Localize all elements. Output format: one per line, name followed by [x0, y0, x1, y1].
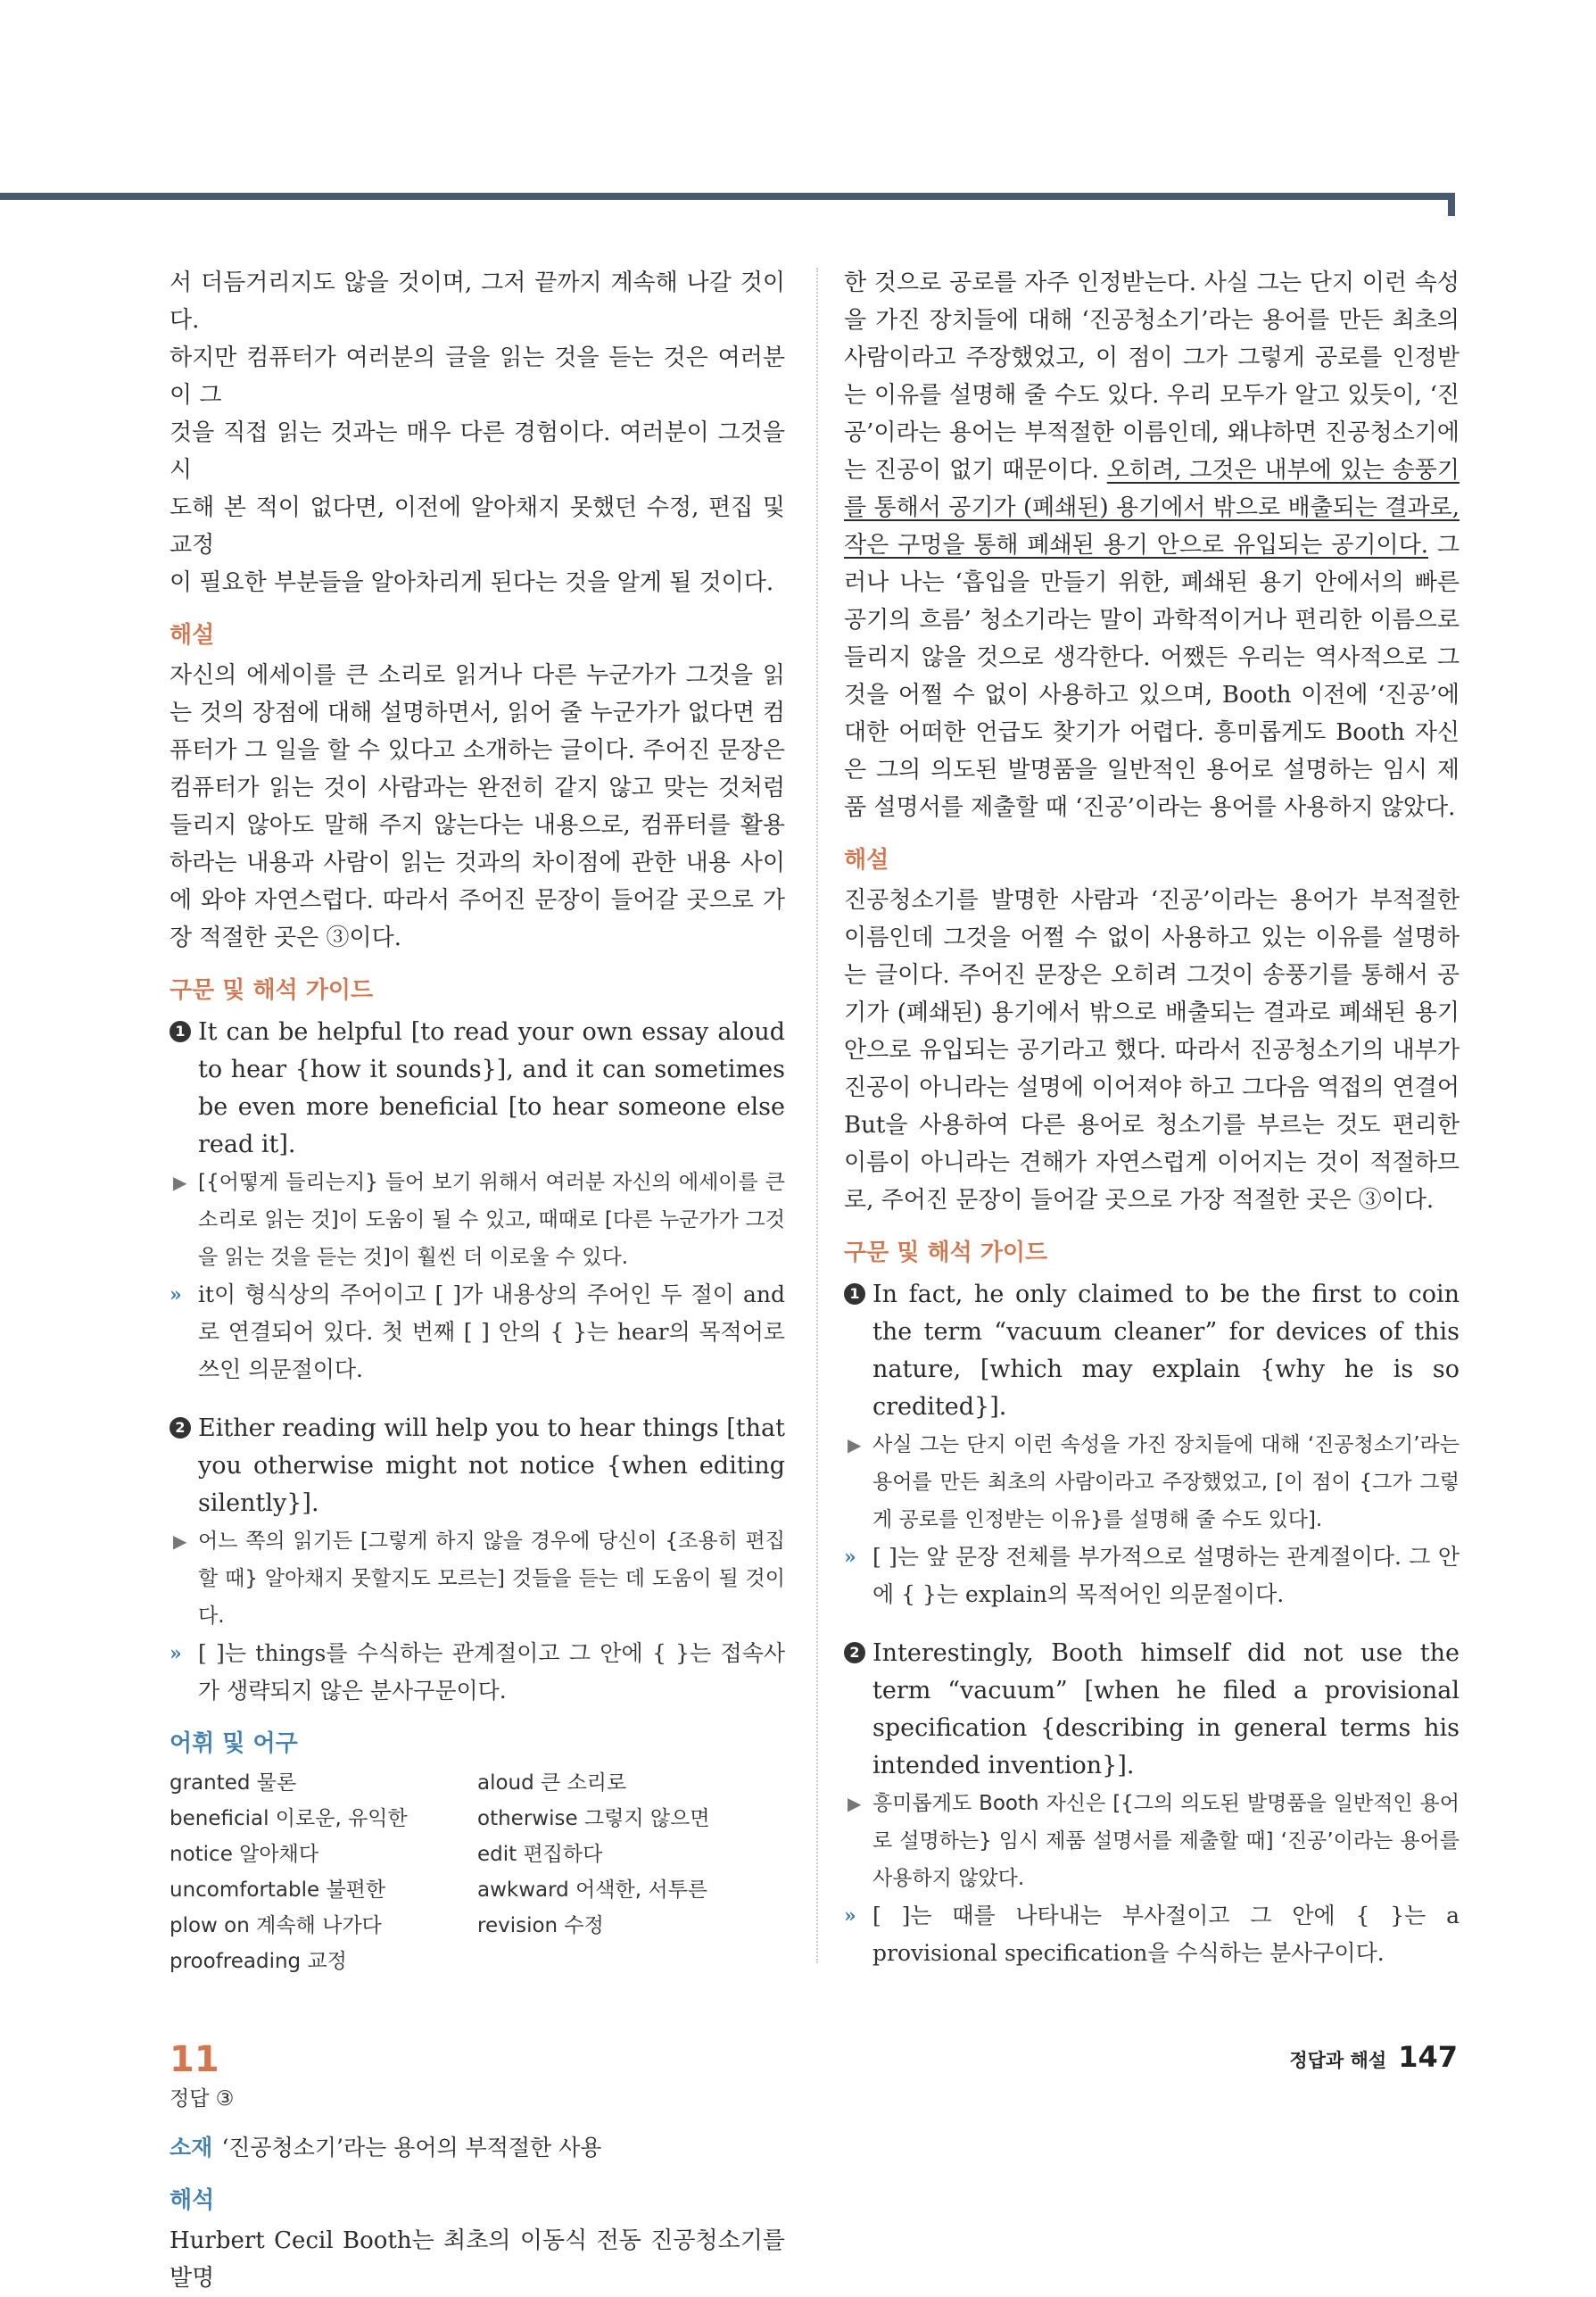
grammar-note — [844, 1897, 1460, 1972]
grammar-note — [170, 1276, 785, 1389]
translation-heading: 해석 — [170, 2187, 215, 2214]
sentence-translation — [170, 1522, 785, 1635]
question-number: 11 — [170, 2039, 219, 2080]
sentence-english — [170, 1410, 785, 1522]
translation-part: 한 것으로 공로를 자주 인정받는다. 사실 그는 단지 이런 속성을 가진 장치들에 대해 ‘진공청소기’라는 용어를 만든 최초의 사람이라고 주장했었고, 이 점이 그가 그렇게 공로를 인정받는 이유를 설명해 줄 수도 있다. 우리 모두가 알고 있듯이, ‘진공’이라는 용어는 부적절한 이름인데, 왜냐하면 진공청소기에는 진공이 없기 때문이다. — [844, 270, 1460, 484]
vocab-item: granted 물론 — [170, 1771, 297, 1795]
guide-heading: 구문 및 해석 가이드 — [170, 977, 374, 1004]
note-text: [ ]는 때를 나타내는 부사절이고 그 안에 { }는 a provisional specification을 수식하는 분사구이다. — [872, 1903, 1460, 1966]
vocab-item: beneficial 이로운, 유익한 — [170, 1807, 408, 1830]
note-text: it이 형식상의 주어이고 [ ]가 내용상의 주어인 두 절이 and로 연결되어 있다. 첫 번째 [ ] 안의 { }는 hear의 목적어로 쓰인 의문절이다. — [198, 1281, 785, 1382]
translation-text: 흥미롭게도 Booth 자신은 [{그의 의도된 발명품을 일반적인 용어로 설명하는} 임시 제품 설명서를 제출할 때] ‘진공’이라는 용어를 사용하지 않았다. — [872, 1792, 1460, 1890]
vocab-item: awkward 어색한, 서투른 — [477, 1878, 708, 1902]
vocab-item: otherwise 그렇지 않으면 — [477, 1807, 710, 1830]
translation-text — [844, 264, 1460, 826]
guide-heading: 구문 및 해석 가이드 — [844, 1240, 1048, 1266]
sentence-text: Either reading will help you to hear things [that you otherwise might not notice {when editing silently}]. — [198, 1414, 785, 1517]
translation-text: [{어떻게 들리는지} 들어 보기 위해서 여러분 자신의 에세이를 큰 소리로 읽는 것]이 도움이 될 수 있고, 때때로 [다른 누군가가 그것을 읽는 것을 듣는 것]이 훨씬 더 이로울 수 있다. — [198, 1171, 785, 1269]
note-text: [ ]는 things를 수식하는 관계절이고 그 안에 { }는 접속사가 생략되지 않은 분사구문이다. — [198, 1640, 785, 1704]
column-divider — [816, 268, 818, 1963]
commentary-heading: 해설 — [844, 847, 889, 874]
vocab-item: revision 수정 — [477, 1914, 604, 1937]
note-text: [ ]는 앞 문장 전체를 부가적으로 설명하는 관계절이다. 그 안에 { }는 explain의 목적어인 의문절이다. — [872, 1544, 1460, 1607]
sentence-translation — [844, 1785, 1460, 1897]
sentence-english — [844, 1635, 1460, 1785]
right-column — [844, 264, 1460, 1972]
top-rule-tick — [1448, 193, 1455, 216]
double-chevron-icon: » — [170, 1283, 177, 1306]
sentence-english — [844, 1276, 1460, 1426]
play-arrow-icon: ▶ — [173, 1172, 187, 1193]
grammar-note — [170, 1635, 785, 1710]
vocab-item: edit 편집하다 — [477, 1843, 603, 1866]
left-column — [170, 264, 785, 2297]
translation-text: 어느 쪽의 읽기든 [그렇게 하지 않을 경우에 당신이 {조용히 편집할 때} 알아채지 못할지도 모르는] 것들을 듣는 데 도움이 될 것이다. — [198, 1530, 785, 1628]
page-footer — [1289, 2040, 1458, 2074]
commentary-text: 자신의 에세이를 큰 소리로 읽거나 다른 누군가가 그것을 읽는 것의 장점에 대해 설명하면서, 읽어 줄 누군가가 없다면 컴퓨터가 그 일을 할 수 있다고 소개하는 글이다. 주어진 문장은 컴퓨터가 읽는 것이 사람과는 완전히 같지 않고 맞는 것처럼 들리지 않아도 말해 주지 않는다는 내용으로, 컴퓨터를 활용하라는 내용과 사람이 읽는 것과의 차이점에 관한 내용 사이에 와야 자연스럽다. 따라서 주어진 문장이 들어갈 곳으로 가장 적절한 곳은 ③이다. — [170, 662, 785, 951]
sentence-number-badge: 2 — [170, 1417, 191, 1439]
intro-line: 이 필요한 부분들을 알아차리게 된다는 것을 알게 될 것이다. — [170, 569, 774, 596]
vocab-item: aloud 큰 소리로 — [477, 1771, 627, 1795]
commentary-text: 진공청소기를 발명한 사람과 ‘진공’이라는 용어가 부적절한 이름인데 그것을 어쩔 수 없이 사용하고 있는 이유를 설명하는 글이다. 주어진 문장은 오히려 그것이 송풍기를 통해서 공기가 (폐쇄된) 용기에서 밖으로 배출되는 결과로 폐쇄된 용기 안으로 유입되는 공기라고 했다. 따라서 진공청소기의 내부가 진공이 아니라는 설명에 이어져야 하고 그다음 역접의 연결어 But을 사용하여 다른 용어로 청소기를 부르는 것도 편리한 이름이 아니라는 견해가 자연스럽게 이어지는 것이 적절하므로, 주어진 문장이 들어갈 곳으로 가장 적절한 곳은 ③이다. — [844, 887, 1460, 1214]
play-arrow-icon: ▶ — [173, 1530, 187, 1552]
sentence-number-badge: 2 — [844, 1642, 865, 1663]
intro-line: 서 더듬거리지도 않을 것이며, 그저 끝까지 계속해 나갈 것이다. — [170, 270, 785, 334]
vocab-item: uncomfortable 불편한 — [170, 1878, 386, 1902]
intro-line: 하지만 컴퓨터가 여러분의 글을 읽는 것을 듣는 것은 여러분이 그 — [170, 344, 785, 409]
sentence-number-badge: 1 — [170, 1021, 191, 1042]
page-number: 147 — [1398, 2040, 1458, 2074]
answer-line: 정답 ③ — [170, 2087, 235, 2110]
intro-line: 도해 본 적이 없다면, 이전에 알아채지 못했던 수정, 편집 및 교정 — [170, 494, 785, 559]
footer-label: 정답과 해설 — [1289, 2050, 1387, 2071]
sentence-number-badge: 1 — [844, 1283, 865, 1305]
vocab-list — [170, 1765, 785, 1979]
vocab-item: proofreading 교정 — [170, 1950, 347, 1973]
intro-line: 것을 직접 읽는 것과는 매우 다른 경험이다. 여러분이 그것을 시 — [170, 419, 785, 484]
double-chevron-icon: » — [844, 1546, 851, 1569]
sentence-text: In fact, he only claimed to be the first to coin the term “vacuum cleaner” for devices of this nature, [which may explain {why he is so credited}]. — [872, 1281, 1460, 1421]
vocab-item — [477, 1944, 785, 1979]
sentence-english — [170, 1014, 785, 1164]
sentence-text: It can be helpful [to read your own essay aloud to hear {how it sounds}], and it can sometimes be even more beneficial [to hear someone else read it]. — [198, 1018, 785, 1158]
grammar-note — [844, 1538, 1460, 1613]
double-chevron-icon: » — [170, 1642, 177, 1665]
play-arrow-icon: ▶ — [848, 1434, 862, 1455]
sentence-translation — [844, 1426, 1460, 1538]
translation-text: 사실 그는 단지 이런 속성을 가진 장치들에 대해 ‘진공청소기’라는 용어를 만든 최초의 사람이라고 주장했었고, [이 점이 {그가 그렇게 공로를 인정받는 이유}를 설명해 줄 수도 있다]. — [872, 1433, 1460, 1531]
sentence-translation — [170, 1164, 785, 1276]
top-rule — [0, 193, 1455, 200]
sentence-text: Interestingly, Booth himself did not use the term “vacuum” [when he filed a provisional specification {describing in general terms his intended invention}]. — [872, 1639, 1460, 1779]
translation-start: Hurbert Cecil Booth는 최초의 이동식 전동 진공청소기를 발명 — [170, 2227, 785, 2292]
topic-text: ‘진공청소기’라는 용어의 부적절한 사용 — [221, 2135, 602, 2160]
topic-line — [170, 2129, 785, 2167]
vocab-item: plow on 계속해 나가다 — [170, 1914, 382, 1937]
play-arrow-icon: ▶ — [848, 1793, 862, 1814]
commentary-heading: 해설 — [170, 622, 215, 649]
translation-part: 그러나 나는 ‘흡입을 만들기 위한, 폐쇄된 용기 안에서의 빠른 공기의 흐름’ 청소기라는 말이 과학적이거나 편리한 이름으로 들리지 않을 것으로 생각한다. 어쨌든 우리는 역사적으로 그것을 어쩔 수 없이 사용하고 있으며, Booth 이전에 ‘진공’에 대한 어떠한 언급도 찾기가 어렵다. 흥미롭게도 Booth 자신은 그의 의도된 발명품을 일반적인 용어로 설명하는 임시 제품 설명서를 제출할 때 ‘진공’이라는 용어를 사용하지 않았다. — [844, 532, 1460, 821]
double-chevron-icon: » — [844, 1904, 851, 1928]
topic-label: 소재 — [170, 2135, 213, 2160]
vocab-heading: 어휘 및 어구 — [170, 1730, 298, 1757]
underlined-sentence: 오히려, 그것은 내부에 있는 송풍기를 통해서 공기가 (폐쇄된) 용기에서 밖으로 배출되는 결과로, 작은 구멍을 통해 폐쇄된 용기 안으로 유입되는 공기이다. — [844, 457, 1460, 559]
vocab-item: notice 알아채다 — [170, 1843, 319, 1866]
